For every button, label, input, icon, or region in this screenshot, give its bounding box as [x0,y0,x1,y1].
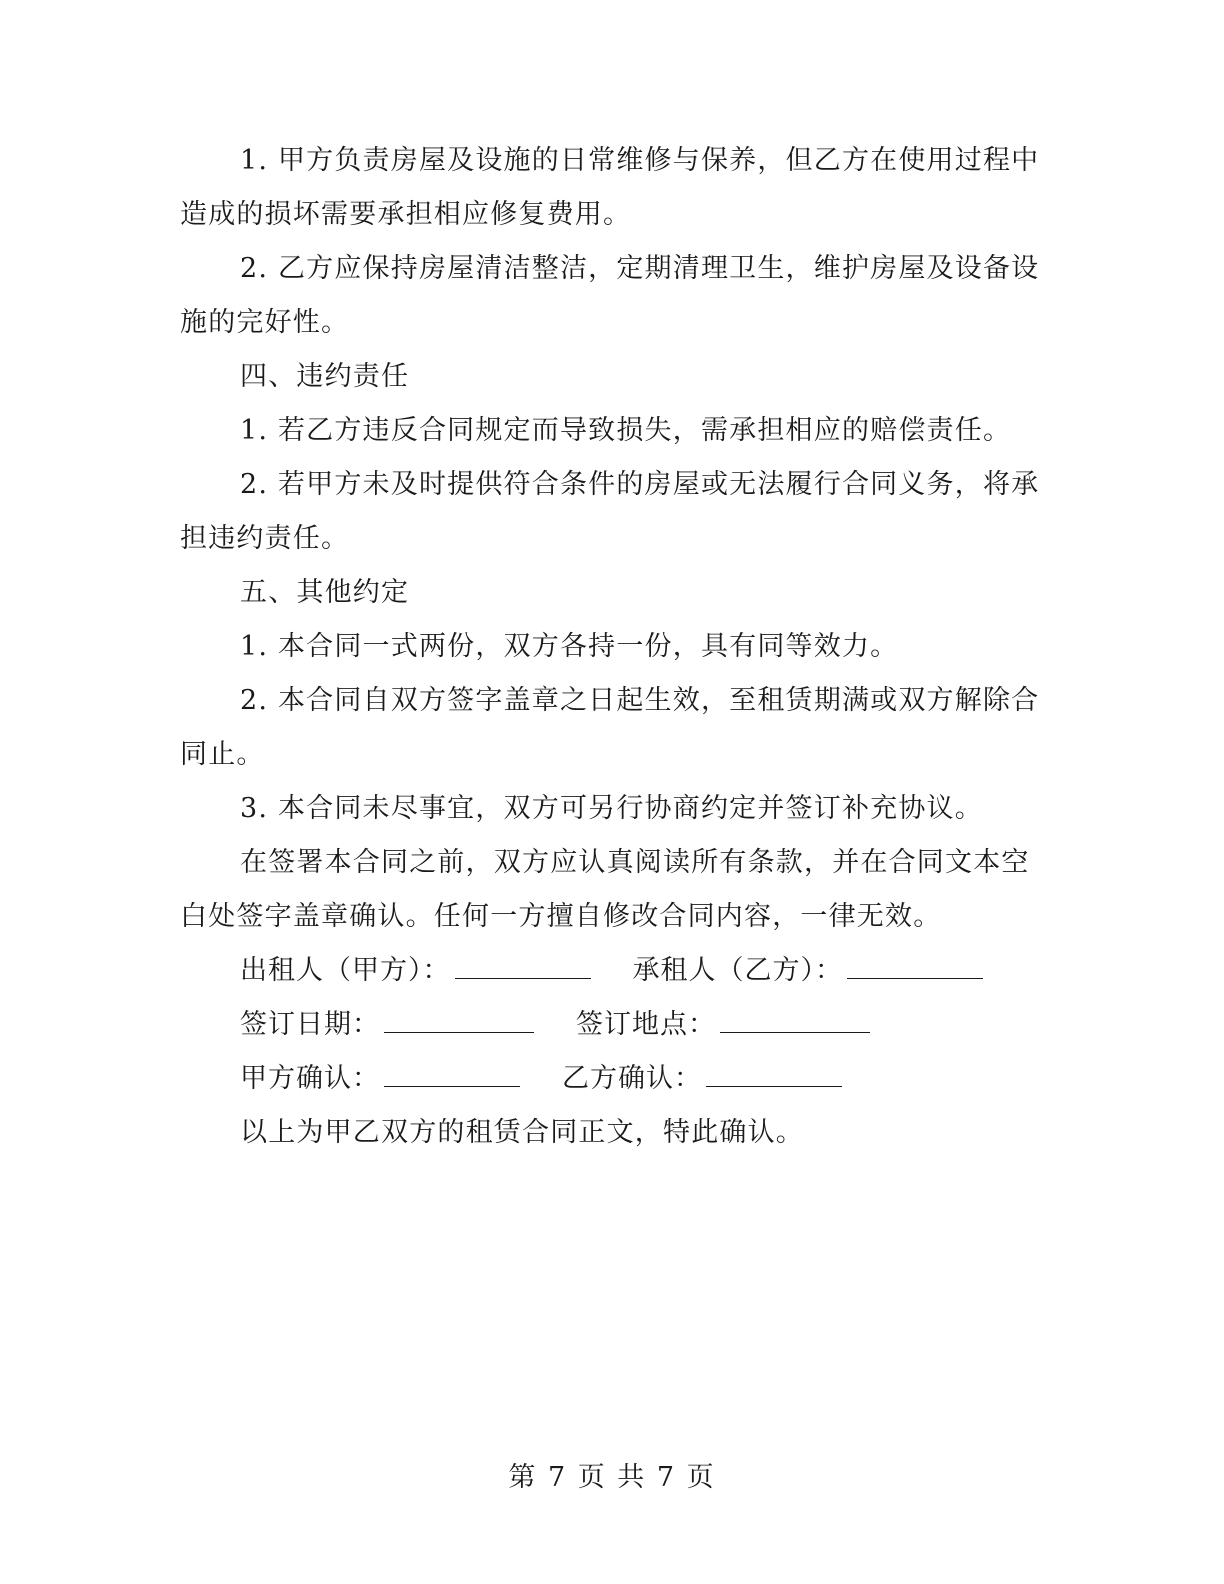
lessor-signature-line[interactable] [455,956,591,979]
sign-place-label: 签订地点： [576,1009,716,1040]
clause-tenant-breach: 1. 若乙方违反合同规定而导致损失，需承担相应的赔偿责任。 [240,415,1012,446]
clause-cleanliness: 2. 乙方应保持房屋清洁整洁，定期清理卫生，维护房屋及设备设施的完好性。 [180,253,1040,338]
section-heading-other: 五、其他约定 [240,577,410,608]
section-heading-breach: 四、违约责任 [240,361,410,392]
page-footer: 第 7 页 共 7 页 [508,1462,716,1493]
closing-statement: 以上为甲乙双方的租赁合同正文，特此确认。 [240,1117,804,1148]
clause-maintenance: 1. 甲方负责房屋及设施的日常维修与保养，但乙方在使用过程中造成的损坏需要承担相应修复费用。 [180,145,1040,230]
signature-row-date-place [180,998,1044,1052]
signature-row-parties [180,944,1044,998]
sign-date-line[interactable] [384,1010,534,1033]
party-b-confirm-label: 乙方确认： [562,1063,702,1094]
lessee-label: 承租人（乙方）： [632,955,843,986]
clause-supplement: 3. 本合同未尽事宜，双方可另行协商约定并签订补充协议。 [240,793,983,824]
lessor-label: 出租人（甲方）： [240,955,451,986]
party-a-confirm-line[interactable] [384,1064,520,1087]
sign-place-line[interactable] [720,1010,870,1033]
party-a-confirm-label: 甲方确认： [240,1063,380,1094]
signing-notice: 在签署本合同之前，双方应认真阅读所有条款，并在合同文本空白处签字盖章确认。任何一方擅自修改合同内容，一律无效。 [180,847,1030,932]
clause-effective: 2. 本合同自双方签字盖章之日起生效，至租赁期满或双方解除合同止。 [180,685,1040,770]
clause-landlord-breach: 2. 若甲方未及时提供符合条件的房屋或无法履行合同义务，将承担违约责任。 [180,469,1040,554]
sign-date-label: 签订日期： [240,1009,380,1040]
clause-copies: 1. 本合同一式两份，双方各持一份，具有同等效力。 [240,631,899,662]
contract-body [180,134,1044,1160]
signature-row-confirm [180,1052,1044,1106]
party-b-confirm-line[interactable] [706,1064,842,1087]
lessee-signature-line[interactable] [847,956,983,979]
